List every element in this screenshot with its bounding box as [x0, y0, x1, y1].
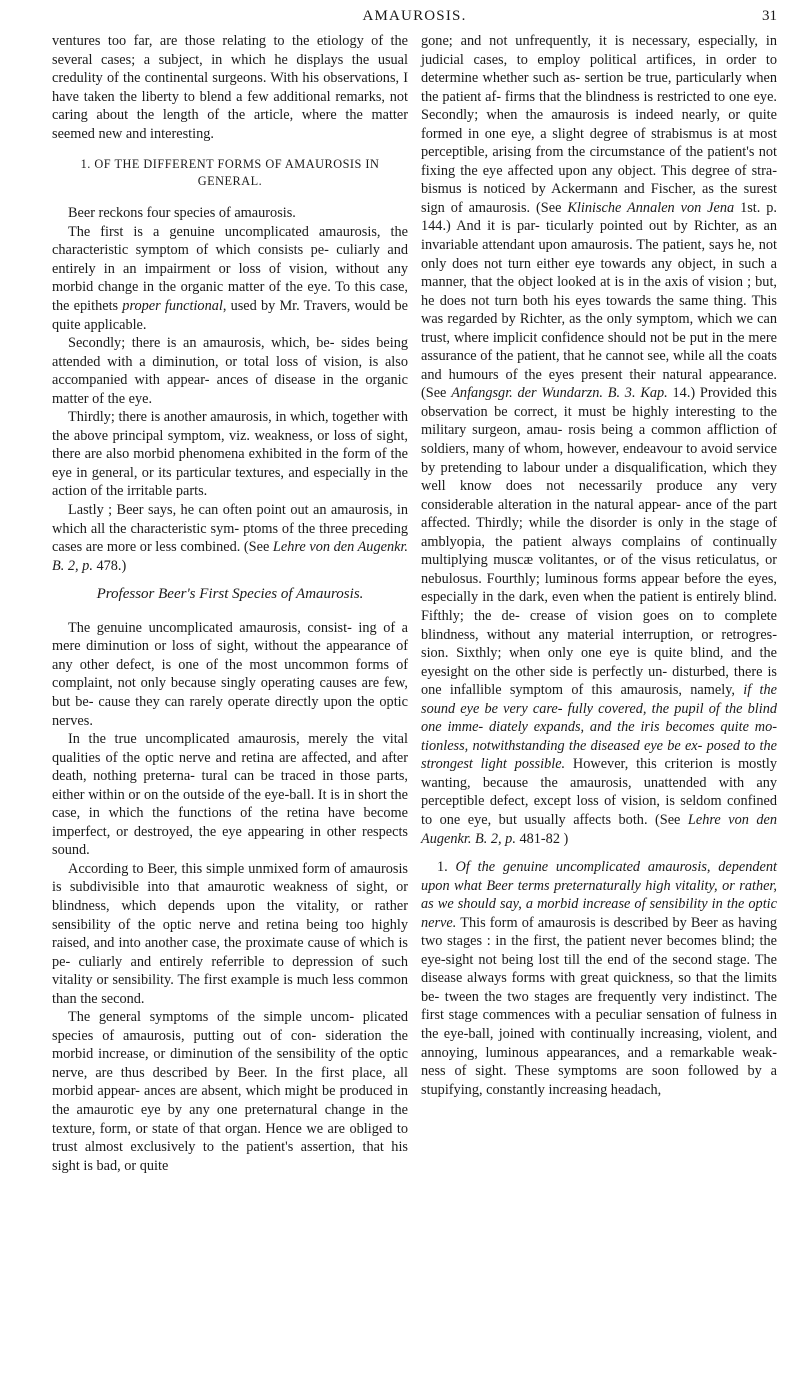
- paragraph: In the true uncomplicated amaurosis, merely the vital qualities of the optic nerve and retina are affected, and after death, nothing preterna- tural can be traced in those parts, either within or on the outside of the eye-ball. It is in short the case, in which the functions of the retina have become imperfect, or destroyed, the eye appearing in other respects sound.: [52, 731, 408, 859]
- running-head: [52, 6, 777, 28]
- paragraph: The general symptoms of the simple uncom- plicated species of amaurosis, putting out of con- sideration the morbid increase, or diminution of the sensibility of the optic nerve, are thus described by Beer. In the first place, all morbid appear- ances are absent, which might be produced in the amaurotic eye by any one preternatural change in the texture, form, or state of that organ. Hence we are obliged to trust almost exclusively to the patient's assertion, that his sight is bad, or quite: [52, 1009, 408, 1174]
- right-column: [421, 32, 777, 1099]
- paragraph: According to Beer, this simple unmixed form of amaurosis is subdivisible into that amaurotic weakness of sight, or blindness, which depends upon the vitality, or rather sensibility of the optic nerve and retina being too highly raised, and into another case, the proximate cause of which is pe- culiarly and entirely referrible to depression of such vitality or sensibility. The first example is much less common than the second.: [52, 860, 408, 1007]
- paragraph-continued: ventures too far, are those relating to the etiology of the several cases; a subject, in which he displays the usual credulity of the continental surgeons. With his observations, I have taken the liberty to blend a few additional remarks, not caring about the length of the article, where the matter seemed new and interesting.: [52, 33, 408, 142]
- paragraph: Thirdly; there is another amaurosis, in which, together with the above principal symptom, viz. weakness, or loss of sight, there are also morbid phenomena exhibited in the form of the eye in general, or its particular textures, and especially in the action of the irritable parts.: [52, 409, 408, 500]
- italic-passage: if the sound eye be very care- fully covered, the pupil of the blind one imme- diately expands, and the iris becomes quite mo- tionless, notwithstanding the diseased eye be ex- posed to the strongest light possible.: [421, 682, 777, 773]
- citation: Lehre von den Augenkr. B. 2, p.: [421, 811, 777, 847]
- paragraph: 1. Of the genuine uncomplicated amaurosis, dependent upon what Beer terms preternaturally high vitality, or rather, as we should say, a morbid increase of sensibility in the optic nerve. This form of amaurosis is described by Beer as having two stages : in the first, the patient never becomes blind; the eye-sight not being lost till the end of the second stage. The disease always forms with great quickness, so that the limits be- tween the two stages are frequently very indistinct. The first stage commences with a peculiar sensation of fulness in the eye-ball, joined with continually increasing, violent, and annoying, luminous appearances, and a remarkable weak- ness of sight. These symptoms are soon followed by a stupifying, constantly increasing headach,: [421, 859, 778, 1098]
- italic-heading: Of the genuine uncomplicated amaurosis, dependent upon what Beer terms preternaturally high vitality, or rather, as we should say, a morbid increase of sensibility in the optic nerve.: [421, 859, 778, 931]
- paragraph: Lastly ; Beer says, he can often point out an amaurosis, in which all the characteristic sym- ptoms of the three preceding cases are more or less combined. (See Lehre von den Augenkr. B. 2, p. 478.): [52, 502, 408, 574]
- paragraph: Secondly; there is an amaurosis, which, be- sides being attended with a diminution, or total loss of vision, is also accompanied with appear- ances of disease in the organic matter of the eye.: [52, 335, 408, 407]
- paragraph-continued: gone; and not unfrequently, it is necessary, especially, in judicial cases, to employ political artifices, in order to determine whether such as- sertion be true, particularly when the patient af- firms that the blindness is restricted to one eye. Secondly; when the amaurosis is indeed nearly, or quite formed in one eye, a slight degree of strabismus is at most perceptible, arising from the circumstance of the patient's not fixing the eye affected upon any object. This degree of stra- bismus is noticed by Ackermann and Fischer, as the surest sign of amaurosis. (See Klinische Annalen von Jena 1st. p. 144.) And it is par- ticularly pointed out by Richter, as an invariable attendant upon amaurosis. The patient, says he, not only does not turn either eye towards any object, in such a manner, that the object looked at is in the axis of vision ; but, he does not turn both his eyes towards the same thing. This was regarded by Richter, as the only symptom, which we can trust, where implicit confidence should not be put in the mere assurance of the patient, that he cannot see, while all the coats and humours of the eyes present their natural appearance. (See Anfangsgr. der Wundarzn. B. 3. Kap. 14.) Provided this observation be correct, it must be highly interesting to the military surgeon, amau- rosis being a common affliction of soldiers, many of whom, however, endeavour to avoid service by pretending to labour under a disqualification, which they well know does not necessarily produce any very considerable alteration in the natural appear- ance of the part affected. Thirdly; while the disorder is only in the stage of amblyopia, the patient always complains of continually multiplying muscæ volitantes, or of the visus reticulatus, or nebulosus. Fourthly; luminous forms appear before the eyes, especially in the dark, even when the patient is entirely blind. Fifthly; the de- crease of vision goes on to complete blindness, without any material interruption, or retrogres- sion. Sixthly; when only one eye is quite blind, and the eyesight on the other side is perfectly un- disturbed, there is one infallible symptom of this amaurosis, namely, if the sound eye be very care- fully covered, the pupil of the blind one imme- diately expands, and the iris becomes quite mo- tionless, notwithstanding the diseased eye be ex- posed to the strongest light possible. However, this criterion is mostly wanting, because the amaurosis, unattended with any perceptible defect, except loss of vision, is seldom confined to one eye, but usually affects both. (See Lehre von den Augenkr. B. 2, p. 481-82 ): [421, 33, 777, 847]
- citation: Anfangsgr. der Wundarzn. B. 3. Kap.: [451, 385, 668, 402]
- citation: Klinische Annalen von Jena: [567, 199, 735, 216]
- left-column: [52, 32, 408, 1175]
- paragraph: The first is a genuine uncomplicated amaurosis, the characteristic symptom of which consists pe- culiarly and entirely in an impairment or loss of vision, without any morbid change in the organic matter of the eye. To this case, the epithets proper functional, used by Mr. Travers, would be quite applicable.: [52, 223, 408, 333]
- citation: Lehre von den Augenkr. B. 2, p.: [52, 539, 408, 574]
- running-title: AMAUROSIS.: [362, 8, 467, 24]
- section-heading: 1. OF THE DIFFERENT FORMS OF AMAUROSIS IN GENERAL.: [80, 157, 380, 189]
- sub-heading: Professor Beer's First Species of Amaurosis.: [96, 586, 364, 603]
- page-number: 31: [762, 8, 777, 24]
- paragraph: The genuine uncomplicated amaurosis, consist- ing of a mere diminution or loss of sight, without the appearance of any other defect, is one of the most uncommon forms of complaint, not only because singly operating causes are few, but be- cause they can rarely operate directly upon the optic nerves.: [52, 619, 408, 729]
- italic-term: proper functional: [122, 298, 223, 315]
- paragraph: Beer reckons four species of amaurosis.: [68, 205, 296, 222]
